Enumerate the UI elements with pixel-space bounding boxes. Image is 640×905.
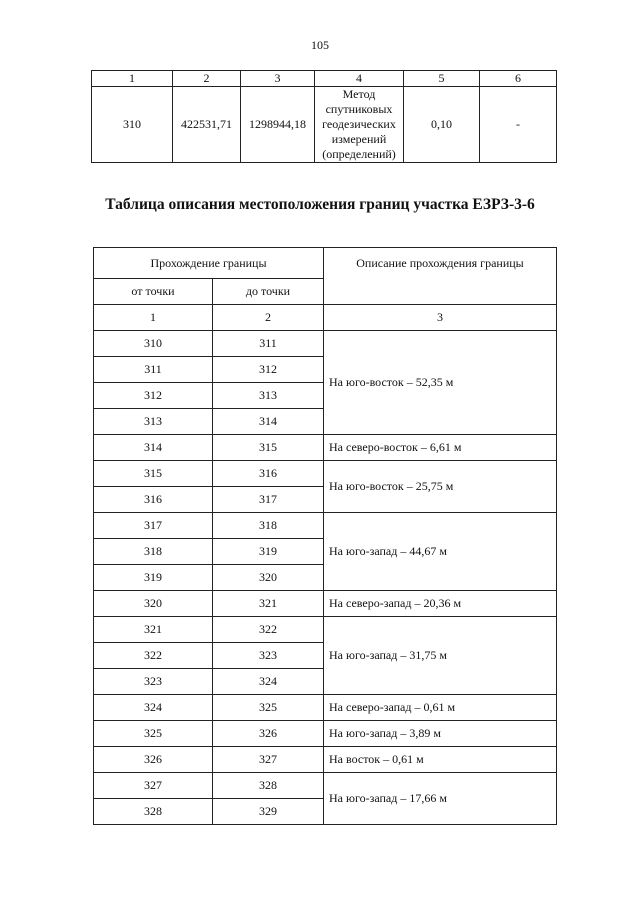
to-point: 323: [213, 643, 324, 669]
from-point: 328: [94, 799, 213, 825]
method-line: Метод: [342, 87, 376, 101]
table-row: [94, 461, 557, 487]
table-header-row: [92, 71, 557, 87]
to-point: 326: [213, 721, 324, 747]
from-point: 319: [94, 565, 213, 591]
column-header: 1: [92, 71, 173, 87]
method-line: (определений): [322, 147, 396, 161]
to-point: 313: [213, 383, 324, 409]
boundary-description: На северо-запад – 20,36 м: [324, 591, 557, 617]
to-point: 322: [213, 617, 324, 643]
table-row: [94, 747, 557, 773]
column-header: 4: [315, 71, 404, 87]
table-row: [94, 721, 557, 747]
to-point: 325: [213, 695, 324, 721]
from-point: 315: [94, 461, 213, 487]
to-point-header: до точки: [213, 279, 324, 305]
column-header: 3: [241, 71, 315, 87]
from-point: 323: [94, 669, 213, 695]
column-numbers-row: [94, 305, 557, 331]
coordinates-continuation-table: [91, 70, 557, 163]
to-point: 312: [213, 357, 324, 383]
table-row: [94, 695, 557, 721]
method-line: измерений: [331, 132, 387, 146]
from-point: 318: [94, 539, 213, 565]
method-line: спутниковых: [325, 102, 393, 116]
from-point: 327: [94, 773, 213, 799]
to-point: 314: [213, 409, 324, 435]
from-point: 325: [94, 721, 213, 747]
from-point: 314: [94, 435, 213, 461]
boundary-description: На юго-запад – 44,67 м: [324, 513, 557, 591]
coordinate-y: 1298944,18: [241, 87, 315, 163]
from-point: 322: [94, 643, 213, 669]
to-point: 311: [213, 331, 324, 357]
from-point: 312: [94, 383, 213, 409]
from-point: 310: [94, 331, 213, 357]
to-point: 317: [213, 487, 324, 513]
page-number: 105: [311, 38, 329, 52]
table-row: [92, 87, 557, 163]
from-point: 317: [94, 513, 213, 539]
boundary-description: На северо-восток – 6,61 м: [324, 435, 557, 461]
boundary-description: На юго-восток – 52,35 м: [324, 331, 557, 435]
table-header-row: [94, 248, 557, 279]
from-point-header: от точки: [94, 279, 213, 305]
description-header: Описание прохождения границы: [324, 248, 557, 305]
table-row: [94, 435, 557, 461]
column-number: 2: [213, 305, 324, 331]
boundary-description: На восток – 0,61 м: [324, 747, 557, 773]
column-header: 5: [404, 71, 480, 87]
from-point: 320: [94, 591, 213, 617]
boundary-passage-header: Прохождение границы: [94, 248, 324, 279]
from-point: 326: [94, 747, 213, 773]
to-point: 319: [213, 539, 324, 565]
boundary-description: На юго-восток – 25,75 м: [324, 461, 557, 513]
point-number: 310: [92, 87, 173, 163]
to-point: 321: [213, 591, 324, 617]
to-point: 318: [213, 513, 324, 539]
table-row: [94, 591, 557, 617]
column-number: 3: [324, 305, 557, 331]
to-point: 324: [213, 669, 324, 695]
to-point: 316: [213, 461, 324, 487]
table-row: [94, 331, 557, 357]
to-point: 329: [213, 799, 324, 825]
from-point: 324: [94, 695, 213, 721]
table-title: Таблица описания местоположения границ участка ЕЗРЗ-3-6: [105, 196, 535, 213]
accuracy-value: 0,10: [404, 87, 480, 163]
boundary-description: На юго-запад – 17,66 м: [324, 773, 557, 825]
from-point: 316: [94, 487, 213, 513]
boundary-description: На северо-запад – 0,61 м: [324, 695, 557, 721]
from-point: 321: [94, 617, 213, 643]
column-header: 2: [173, 71, 241, 87]
column-number: 1: [94, 305, 213, 331]
method-line: геодезических: [322, 117, 396, 131]
boundary-description: На юго-запад – 3,89 м: [324, 721, 557, 747]
table-row: [94, 773, 557, 799]
to-point: 320: [213, 565, 324, 591]
note-value: -: [480, 87, 557, 163]
to-point: 315: [213, 435, 324, 461]
method-cell: [315, 87, 404, 163]
column-header: 6: [480, 71, 557, 87]
table-row: [94, 617, 557, 643]
to-point: 328: [213, 773, 324, 799]
to-point: 327: [213, 747, 324, 773]
from-point: 313: [94, 409, 213, 435]
table-row: [94, 513, 557, 539]
coordinate-x: 422531,71: [173, 87, 241, 163]
boundary-description: На юго-запад – 31,75 м: [324, 617, 557, 695]
from-point: 311: [94, 357, 213, 383]
boundary-description-table: [93, 247, 557, 825]
